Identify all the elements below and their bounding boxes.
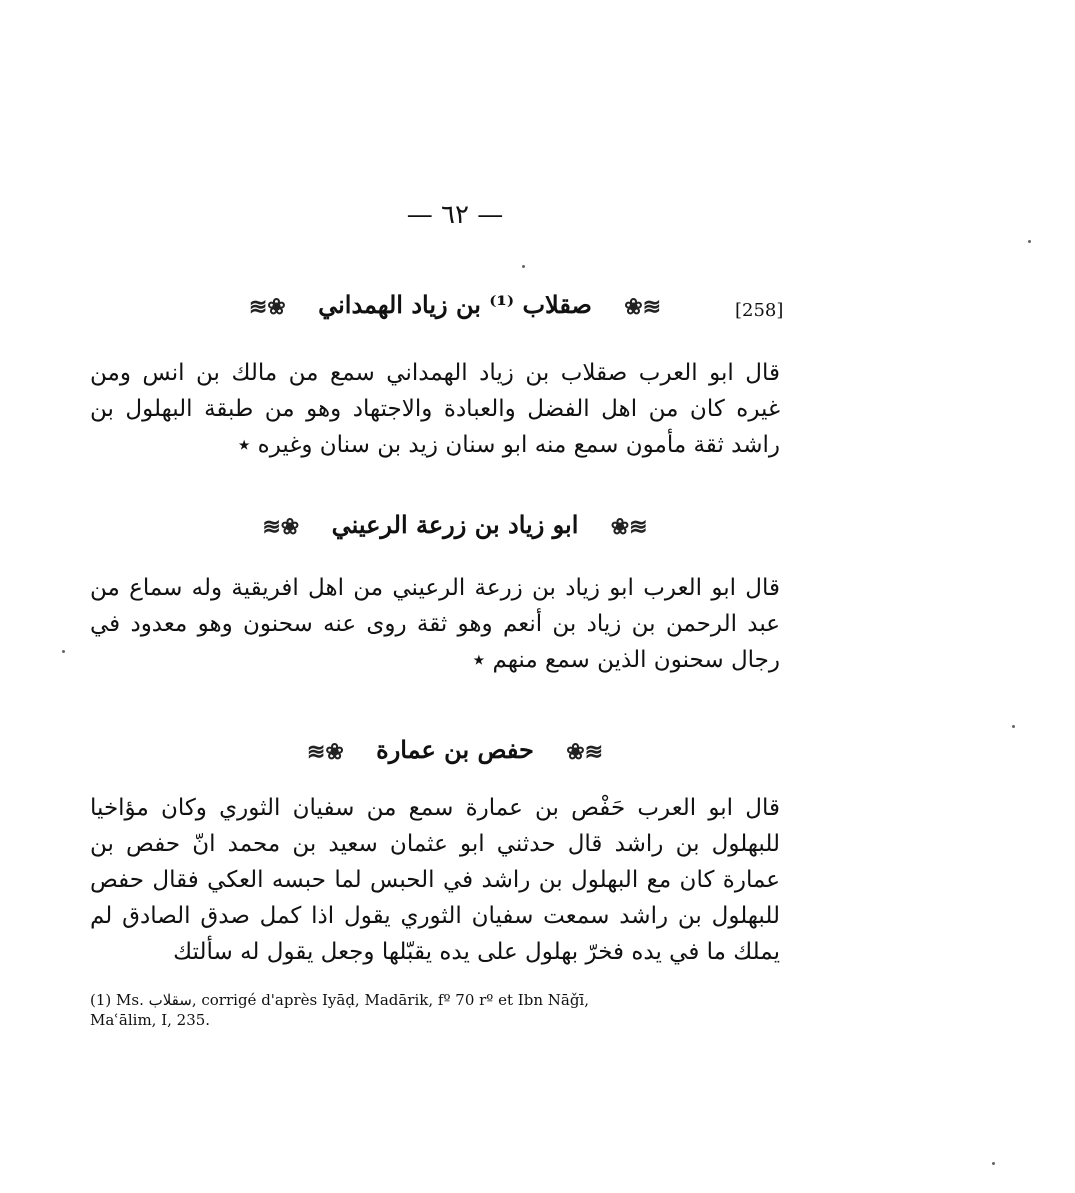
ornament-left-icon: ≋❀	[262, 513, 300, 540]
scan-speck	[992, 1162, 995, 1165]
footnote-line-1: (1) Ms. سقلاب, corrigé d'après Iyāḍ, Madārik, fº 70 rº et Ibn Nāǧī,	[90, 991, 589, 1009]
heading-text-1: صقلاب ⁽¹⁾ بن زياد الهمداني	[318, 290, 592, 319]
ornament-left-icon: ≋❀	[248, 293, 286, 320]
scan-speck	[1028, 240, 1031, 243]
footnote	[90, 990, 790, 1030]
scan-speck	[1012, 725, 1015, 728]
paragraph-2: قال ابو العرب ابو زياد بن زرعة الرعيني من اهل افريقية وله سماع من عبد الرحمن بن زياد بن أنعم وهو ثقة روى عنه سحنون وهو معدود في رجال سحنون الذين سمع منهم ٭	[90, 575, 780, 673]
paragraph-3: قال ابو العرب حَفْص بن عمارة سمع من سفيان الثوري وكان مؤاخيا للبهلول بن راشد قال حدثني ابو عثمان سعيد بن محمد انّ حفص بن عمارة كان مع البهلول بن راشد في الحبس لما حبسه العكي فقال حفص للبهلول بن راشد سمعت سفيان الثوري يقول اذا كمل صدق الصادق لم يملك ما في يده فخرّ بهلول على يده يقبّلها وجعل يقول له سألتك	[90, 795, 780, 965]
section-heading-3	[230, 735, 680, 765]
page-number: — ٦٢ —	[406, 200, 504, 230]
heading-text-3: حفص بن عمارة	[376, 735, 534, 764]
section-heading-1	[230, 290, 680, 320]
footnote-line-2: Maʿālim, I, 235.	[90, 1011, 211, 1029]
scan-speck	[522, 265, 525, 268]
entry-number: [258]	[735, 300, 784, 321]
heading-text-2: ابو زياد بن زرعة الرعيني	[331, 510, 579, 539]
scan-speck	[62, 650, 65, 653]
section-heading-2	[230, 510, 680, 540]
ornament-right-icon: ❀≋	[610, 513, 648, 540]
paragraph-1: قال ابو العرب صقلاب بن زياد الهمداني سمع من مالك بن انس ومن غيره كان من اهل الفضل والعبادة والاجتهاد وهو من طبقة البهلول بن راشد ثقة مأمون سمع منه ابو سنان زيد بن سنان وغيره ٭	[90, 360, 780, 458]
ornament-left-icon: ≋❀	[306, 738, 344, 765]
ornament-right-icon: ❀≋	[566, 738, 604, 765]
ornament-right-icon: ❀≋	[624, 293, 662, 320]
